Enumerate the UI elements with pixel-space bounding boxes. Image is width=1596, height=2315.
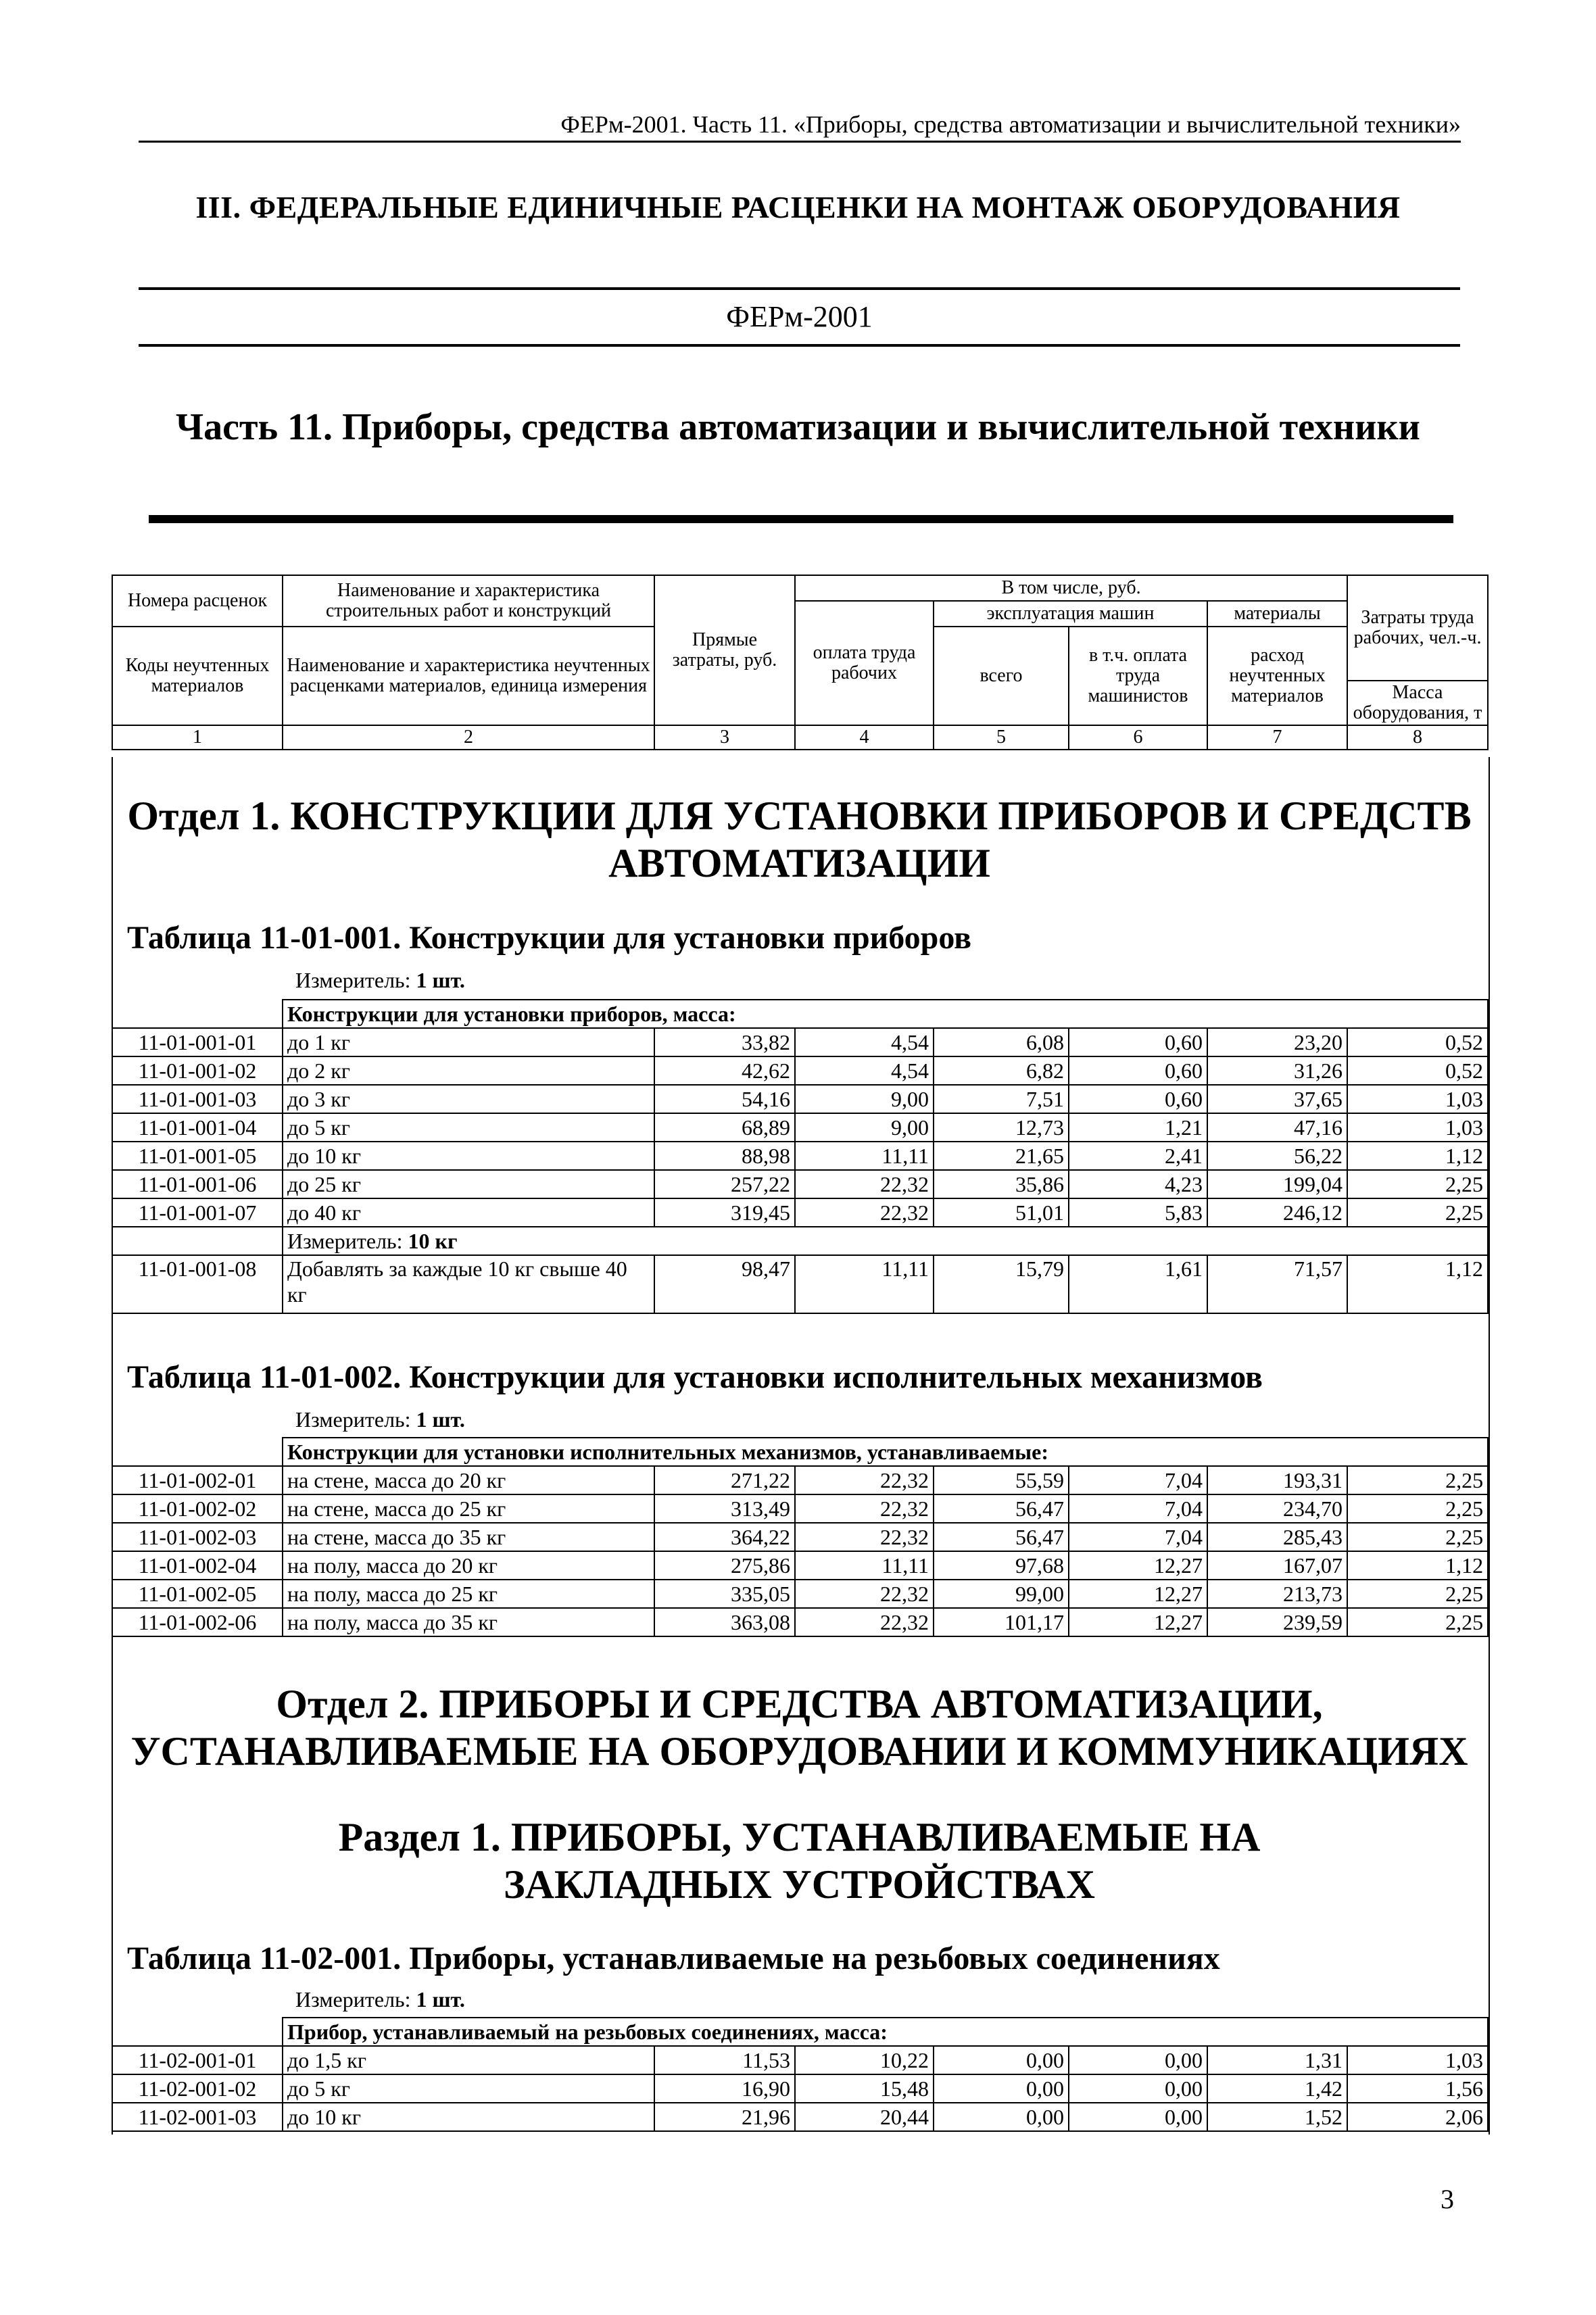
direct-costs: 257,22 <box>654 1170 795 1198</box>
machines-operators-pay: 1,61 <box>1069 1255 1207 1313</box>
labor-pay: 22,32 <box>795 1170 934 1198</box>
unit-line <box>295 1407 465 1432</box>
header-num: 8 <box>1347 725 1488 750</box>
table-row <box>112 1551 1488 1580</box>
header-machines-incl: в т.ч. оплата труда машинистов <box>1069 627 1207 725</box>
materials: 23,20 <box>1207 1028 1347 1056</box>
direct-costs: 335,05 <box>654 1580 795 1608</box>
machines-operators-pay: 4,23 <box>1069 1170 1207 1198</box>
table-row <box>112 1142 1488 1170</box>
rate-code: 11-01-001-07 <box>112 1198 283 1227</box>
table-row <box>112 1466 1488 1494</box>
machines-total: 0,00 <box>934 2074 1069 2103</box>
machines-operators-pay: 0,60 <box>1069 1056 1207 1085</box>
code-band: ФЕРм-2001 <box>139 287 1460 347</box>
labor-hours: 1,03 <box>1347 2046 1488 2074</box>
rate-description: до 3 кг <box>283 1085 654 1113</box>
machines-operators-pay: 5,83 <box>1069 1198 1207 1227</box>
labor-pay: 22,32 <box>795 1198 934 1227</box>
header-mass: Масса оборудования, т <box>1347 681 1488 725</box>
table-11-01-002-title: Таблица 11-01-002. Конструкции для установки исполнительных механизмов <box>127 1359 1263 1395</box>
rate-code: 11-01-002-05 <box>112 1580 283 1608</box>
machines-operators-pay: 12,27 <box>1069 1551 1207 1580</box>
unit-value: 1 шт. <box>416 968 465 992</box>
rate-description: до 10 кг <box>283 2103 654 2131</box>
unit-label: Измеритель: <box>295 1987 411 2012</box>
rate-code: 11-01-001-01 <box>112 1028 283 1056</box>
rate-description: Добавлять за каждые 10 кг свыше 40 кг <box>283 1255 654 1313</box>
header-col2-bottom: Наименование и характеристика неучтенных расценками материалов, единица измерения <box>283 627 654 725</box>
table-row <box>112 1170 1488 1198</box>
rate-description: на полу, масса до 20 кг <box>283 1551 654 1580</box>
labor-pay: 9,00 <box>795 1085 934 1113</box>
unit-line-2 <box>283 1227 1488 1255</box>
table-row <box>112 1523 1488 1551</box>
header-materials-sub: расход неучтенных материалов <box>1207 627 1347 725</box>
labor-hours: 2,25 <box>1347 1170 1488 1198</box>
labor-hours: 1,12 <box>1347 1551 1488 1580</box>
header-incl: В том числе, руб. <box>795 575 1347 601</box>
machines-operators-pay: 12,27 <box>1069 1608 1207 1636</box>
table-11-01-001 <box>112 999 1489 1314</box>
table-row <box>112 2103 1488 2131</box>
unit-line <box>295 1987 465 2012</box>
machines-operators-pay: 7,04 <box>1069 1494 1207 1523</box>
labor-pay: 11,11 <box>795 1255 934 1313</box>
labor-pay: 9,00 <box>795 1113 934 1142</box>
materials: 213,73 <box>1207 1580 1347 1608</box>
machines-operators-pay: 2,41 <box>1069 1142 1207 1170</box>
unit-value: 1 шт. <box>416 1407 465 1432</box>
labor-pay: 10,22 <box>795 2046 934 2074</box>
table-row <box>112 1056 1488 1085</box>
main-title: III. ФЕДЕРАЛЬНЫЕ ЕДИНИЧНЫЕ РАСЦЕНКИ НА МОНТАЖ ОБОРУДОВАНИЯ <box>195 190 1401 224</box>
rate-code: 11-01-002-04 <box>112 1551 283 1580</box>
rate-description: до 2 кг <box>283 1056 654 1085</box>
labor-pay: 22,32 <box>795 1608 934 1636</box>
machines-total: 35,86 <box>934 1170 1069 1198</box>
header-num: 1 <box>112 725 283 750</box>
group-row: Конструкции для установки приборов, масса: <box>283 1000 1488 1028</box>
column-header-table <box>112 575 1489 750</box>
direct-costs: 313,49 <box>654 1494 795 1523</box>
materials: 71,57 <box>1207 1255 1347 1313</box>
direct-costs: 54,16 <box>654 1085 795 1113</box>
header-num: 4 <box>795 725 934 750</box>
materials: 1,42 <box>1207 2074 1347 2103</box>
header-machines: эксплуатация машин <box>934 601 1207 627</box>
header-labor-cost <box>1347 575 1488 681</box>
machines-operators-pay: 0,60 <box>1069 1085 1207 1113</box>
machines-total: 0,00 <box>934 2103 1069 2131</box>
machines-operators-pay: 1,21 <box>1069 1113 1207 1142</box>
header-num: 7 <box>1207 725 1347 750</box>
direct-costs: 11,53 <box>654 2046 795 2074</box>
machines-total: 99,00 <box>934 1580 1069 1608</box>
table-11-01-001-title: Таблица 11-01-001. Конструкции для установки приборов <box>127 920 972 956</box>
rate-code: 11-01-001-06 <box>112 1170 283 1198</box>
machines-operators-pay: 12,27 <box>1069 1580 1207 1608</box>
labor-hours: 2,25 <box>1347 1523 1488 1551</box>
rate-description: до 1 кг <box>283 1028 654 1056</box>
header-materials: материалы <box>1207 601 1347 627</box>
unit-value: 10 кг <box>408 1229 458 1253</box>
labor-pay: 4,54 <box>795 1056 934 1085</box>
materials: 1,52 <box>1207 2103 1347 2131</box>
rate-description: до 25 кг <box>283 1170 654 1198</box>
header-direct-costs: Прямые затраты, руб. <box>654 575 795 725</box>
labor-pay: 20,44 <box>795 2103 934 2131</box>
table-row <box>112 1028 1488 1056</box>
table-11-02-001 <box>112 2017 1489 2132</box>
table-row <box>112 2046 1488 2074</box>
labor-hours: 1,03 <box>1347 1113 1488 1142</box>
labor-hours: 2,06 <box>1347 2103 1488 2131</box>
machines-operators-pay: 0,00 <box>1069 2074 1207 2103</box>
machines-operators-pay: 0,00 <box>1069 2103 1207 2131</box>
labor-pay: 4,54 <box>795 1028 934 1056</box>
header-num: 5 <box>934 725 1069 750</box>
table-row <box>112 1255 1488 1313</box>
machines-total: 101,17 <box>934 1608 1069 1636</box>
machines-total: 21,65 <box>934 1142 1069 1170</box>
department-1-title: Отдел 1. КОНСТРУКЦИИ ДЛЯ УСТАНОВКИ ПРИБОРОВ И СРЕДСТВ АВТОМАТИЗАЦИИ <box>127 794 1472 885</box>
materials: 167,07 <box>1207 1551 1347 1580</box>
labor-hours: 2,25 <box>1347 1494 1488 1523</box>
rate-code: 11-01-001-02 <box>112 1056 283 1085</box>
unit-label: Измеритель: <box>295 968 411 992</box>
machines-total: 6,82 <box>934 1056 1069 1085</box>
rate-description: до 1,5 кг <box>283 2046 654 2074</box>
rate-code: 11-01-001-03 <box>112 1085 283 1113</box>
rate-description: на стене, масса до 25 кг <box>283 1494 654 1523</box>
labor-pay: 22,32 <box>795 1523 934 1551</box>
labor-pay: 22,32 <box>795 1466 934 1494</box>
rate-code: 11-01-002-03 <box>112 1523 283 1551</box>
rate-description: до 10 кг <box>283 1142 654 1170</box>
materials: 1,31 <box>1207 2046 1347 2074</box>
header-col2-top: Наименование и характеристика строительных работ и конструкций <box>283 575 654 627</box>
unit-line <box>295 968 465 993</box>
direct-costs: 88,98 <box>654 1142 795 1170</box>
running-header: ФЕРм-2001. Часть 11. «Приборы, средства автоматизации и вычислительной техники» <box>139 108 1461 143</box>
table-row <box>112 1198 1488 1227</box>
labor-hours: 2,25 <box>1347 1198 1488 1227</box>
rate-code: 11-01-002-02 <box>112 1494 283 1523</box>
labor-hours: 1,56 <box>1347 2074 1488 2103</box>
machines-total: 15,79 <box>934 1255 1069 1313</box>
table-row <box>112 1580 1488 1608</box>
unit-label: Измеритель: <box>287 1229 403 1253</box>
rate-code: 11-01-001-04 <box>112 1113 283 1142</box>
rate-description: до 5 кг <box>283 2074 654 2103</box>
labor-hours: 0,52 <box>1347 1056 1488 1085</box>
header-col1-top: Номера расценок <box>112 575 283 627</box>
machines-total: 51,01 <box>934 1198 1069 1227</box>
machines-total: 0,00 <box>934 2046 1069 2074</box>
group-row: Прибор, устанавливаемый на резьбовых соединениях, масса: <box>283 2018 1488 2046</box>
labor-hours: 0,52 <box>1347 1028 1488 1056</box>
table-11-02-001-title: Таблица 11-02-001. Приборы, устанавливаемые на резьбовых соединениях <box>127 1941 1220 1976</box>
direct-costs: 98,47 <box>654 1255 795 1313</box>
machines-operators-pay: 7,04 <box>1069 1466 1207 1494</box>
direct-costs: 275,86 <box>654 1551 795 1580</box>
machines-total: 55,59 <box>934 1466 1069 1494</box>
rate-description: до 5 кг <box>283 1113 654 1142</box>
header-num: 6 <box>1069 725 1207 750</box>
rate-code: 11-01-001-05 <box>112 1142 283 1170</box>
header-machines-total: всего <box>934 627 1069 725</box>
direct-costs: 363,08 <box>654 1608 795 1636</box>
rate-description: на полу, масса до 25 кг <box>283 1580 654 1608</box>
machines-total: 97,68 <box>934 1551 1069 1580</box>
labor-hours: 2,25 <box>1347 1466 1488 1494</box>
part-title: Часть 11. Приборы, средства автоматизации и вычислительной техники <box>176 406 1420 448</box>
rate-code: 11-01-002-01 <box>112 1466 283 1494</box>
labor-pay: 11,11 <box>795 1551 934 1580</box>
header-col1-bottom: Коды неучтенных материалов <box>112 627 283 725</box>
machines-operators-pay: 7,04 <box>1069 1523 1207 1551</box>
direct-costs: 68,89 <box>654 1113 795 1142</box>
table-row <box>112 2074 1488 2103</box>
materials: 199,04 <box>1207 1170 1347 1198</box>
divider <box>149 515 1453 523</box>
machines-total: 12,73 <box>934 1113 1069 1142</box>
labor-hours: 1,12 <box>1347 1142 1488 1170</box>
rate-description: на стене, масса до 20 кг <box>283 1466 654 1494</box>
unit-label: Измеритель: <box>295 1407 411 1432</box>
machines-total: 6,08 <box>934 1028 1069 1056</box>
rate-code: 11-01-001-08 <box>112 1255 283 1313</box>
header-num: 3 <box>654 725 795 750</box>
machines-operators-pay: 0,00 <box>1069 2046 1207 2074</box>
materials: 56,22 <box>1207 1142 1347 1170</box>
direct-costs: 16,90 <box>654 2074 795 2103</box>
materials: 37,65 <box>1207 1085 1347 1113</box>
table-row <box>112 1608 1488 1636</box>
materials: 234,70 <box>1207 1494 1347 1523</box>
rate-description: на полу, масса до 35 кг <box>283 1608 654 1636</box>
direct-costs: 21,96 <box>654 2103 795 2131</box>
rate-code: 11-02-001-03 <box>112 2103 283 2131</box>
machines-total: 7,51 <box>934 1085 1069 1113</box>
materials: 31,26 <box>1207 1056 1347 1085</box>
department-2-title: Отдел 2. ПРИБОРЫ И СРЕДСТВА АВТОМАТИЗАЦИИ, УСТАНАВЛИВАЕМЫЕ НА ОБОРУДОВАНИИ И КОММУНИКАЦИЯХ <box>130 1682 1468 1774</box>
header-labor-cost-text: Затраты труда рабочих, чел.-ч. <box>1353 607 1482 648</box>
unit-value: 1 шт. <box>416 1987 465 2012</box>
direct-costs: 364,22 <box>654 1523 795 1551</box>
header-labor-pay: оплата труда рабочих <box>795 601 934 725</box>
labor-pay: 11,11 <box>795 1142 934 1170</box>
rate-code: 11-02-001-01 <box>112 2046 283 2074</box>
materials: 47,16 <box>1207 1113 1347 1142</box>
machines-total: 56,47 <box>934 1494 1069 1523</box>
direct-costs: 42,62 <box>654 1056 795 1085</box>
direct-costs: 33,82 <box>654 1028 795 1056</box>
labor-hours: 2,25 <box>1347 1608 1488 1636</box>
table-row <box>112 1113 1488 1142</box>
rate-description: до 40 кг <box>283 1198 654 1227</box>
section-1-title: Раздел 1. ПРИБОРЫ, УСТАНАВЛИВАЕМЫЕ НА ЗАКЛАДНЫХ УСТРОЙСТВАХ <box>338 1815 1261 1907</box>
labor-hours: 1,03 <box>1347 1085 1488 1113</box>
header-num: 2 <box>283 725 654 750</box>
direct-costs: 319,45 <box>654 1198 795 1227</box>
materials: 193,31 <box>1207 1466 1347 1494</box>
direct-costs: 271,22 <box>654 1466 795 1494</box>
rate-code: 11-01-002-06 <box>112 1608 283 1636</box>
table-11-01-002 <box>112 1437 1489 1637</box>
rate-code: 11-02-001-02 <box>112 2074 283 2103</box>
machines-operators-pay: 0,60 <box>1069 1028 1207 1056</box>
labor-pay: 22,32 <box>795 1580 934 1608</box>
page-number: 3 <box>1441 2184 1454 2214</box>
group-row: Конструкции для установки исполнительных механизмов, устанавливаемые: <box>283 1438 1488 1466</box>
machines-total: 56,47 <box>934 1523 1069 1551</box>
materials: 239,59 <box>1207 1608 1347 1636</box>
materials: 246,12 <box>1207 1198 1347 1227</box>
labor-pay: 22,32 <box>795 1494 934 1523</box>
table-row <box>112 1085 1488 1113</box>
rate-description: на стене, масса до 35 кг <box>283 1523 654 1551</box>
labor-hours: 2,25 <box>1347 1580 1488 1608</box>
labor-pay: 15,48 <box>795 2074 934 2103</box>
labor-hours: 1,12 <box>1347 1255 1488 1313</box>
table-row <box>112 1494 1488 1523</box>
materials: 285,43 <box>1207 1523 1347 1551</box>
